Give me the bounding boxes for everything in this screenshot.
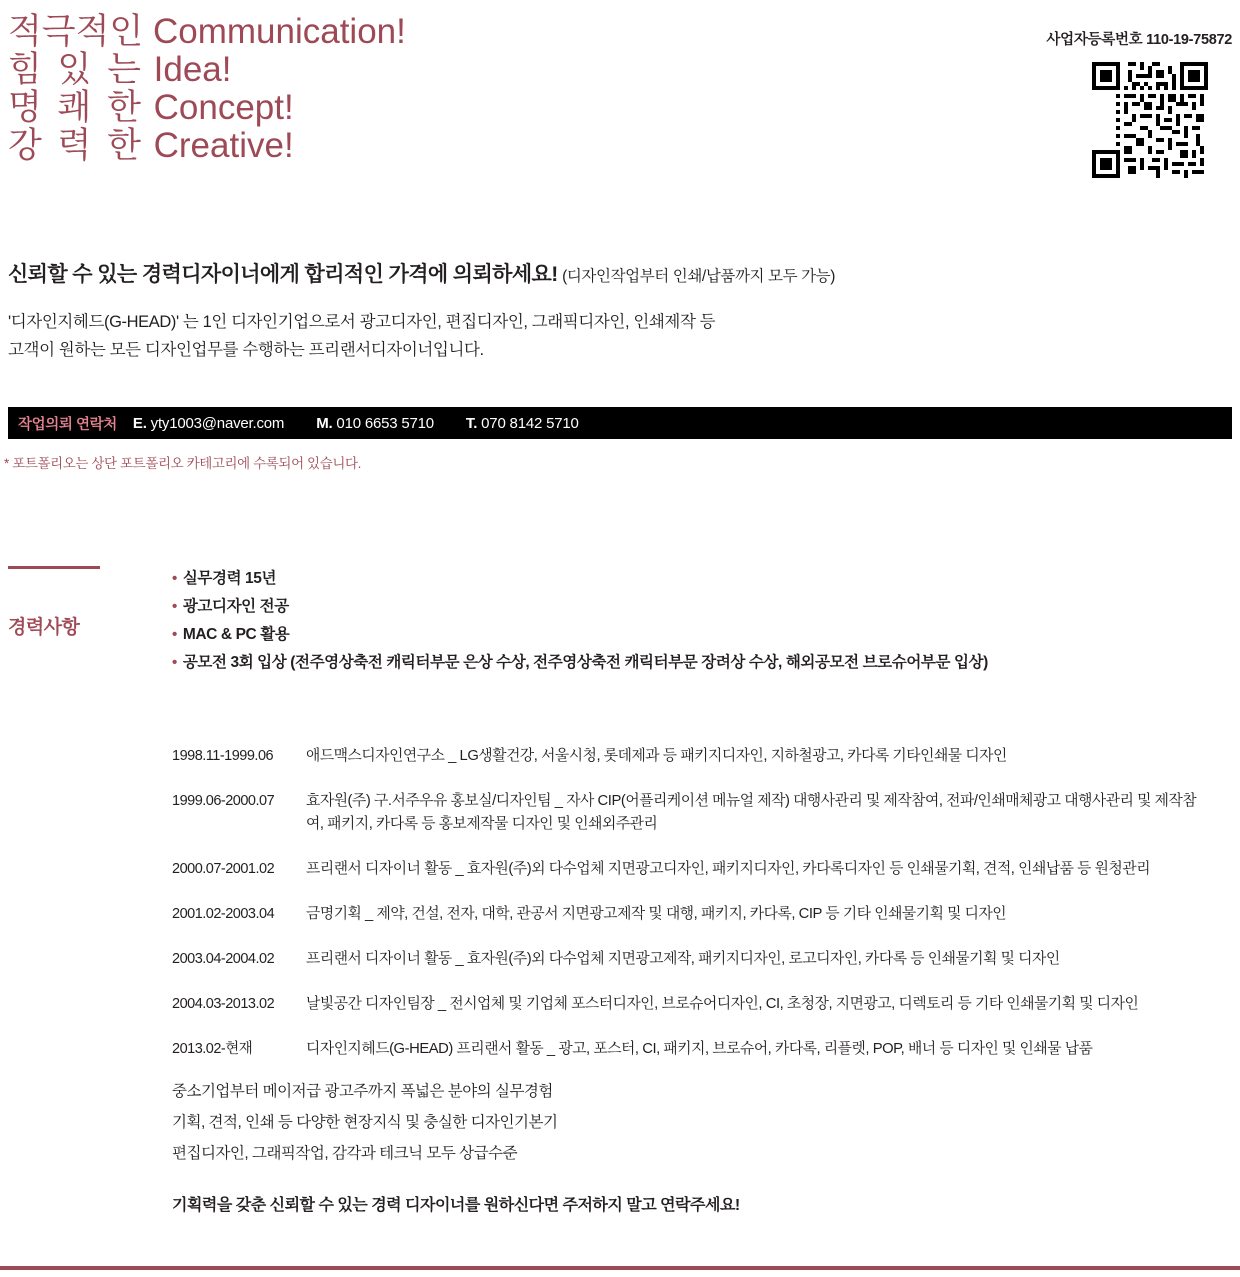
history-detail: 프리랜서 디자이너 활동 _ 효자원(주)외 다수업체 지면광고제작, 패키지디자인, 로고디자인, 카다록 등 인쇄물기획 및 디자인 [306,951,1060,967]
history-row [172,858,1212,881]
contact-tel-label: T. [465,414,478,432]
contact-bar-items [133,415,607,432]
contact-mobile-label: M. [316,414,333,432]
contact-email-value: yty1003@naver.com [150,414,285,432]
history-period: 2001.02-2003.04 [172,906,275,922]
history-row [172,948,1212,971]
history-detail: 금명기획 _ 제약, 건설, 전자, 대학, 관공서 지면광고제작 및 대행, 패키지, 카다록, CIP 등 기타 인쇄물기획 및 디자인 [306,906,1007,922]
headline-line-1-ko: 적극적인 [8,12,144,51]
history-period: 2013.02-현재 [172,1041,253,1057]
history-period: 2004.03-2013.02 [172,996,275,1012]
career-divider [8,566,100,569]
contact-mobile[interactable] [316,415,448,432]
history-row [172,993,1212,1016]
career-bullet: • 공모전 3회 입상 (전주영상축전 캐릭터부문 은상 수상, 전주영상축전 캐릭터부문 장려상 수상, 해외공모전 브로슈어부문 입상) [172,649,988,677]
headline-line-2 [8,52,708,88]
summary-line: 편집디자인, 그래픽작업, 감각과 테크닉 모두 상급수준 [172,1145,518,1162]
career-bullet: • 광고디자인 전공 [172,593,988,621]
contact-mobile-value: 010 6653 5710 [336,414,434,432]
contact-bar-tag: 작업의뢰 연락처 [18,416,117,433]
headline-line-4-en: Creative! [153,126,294,165]
history-row [172,745,1212,768]
intro-lead-strong: 신뢰할 수 있는 경력디자이너에게 합리적인 가격에 의뢰하세요! [8,263,558,286]
intro-body-line-2: 고객이 원하는 모든 디자인업무를 수행하는 프리랜서디자이너입니다. [8,341,484,359]
qr-code-icon [1092,62,1208,178]
headline-line-3 [8,90,708,126]
contact-tel-value: 070 8142 5710 [481,414,579,432]
history-detail: 디자인지헤드(G-HEAD) 프리랜서 활동 _ 광고, 포스터, CI, 패키지, 브로슈어, 카다록, 리플렛, POP, 배너 등 디자인 및 인쇄물 납품 [306,1041,1093,1057]
intro-body-line-1: '디자인지헤드(G-HEAD)' 는 1인 디자인기업으로서 광고디자인, 편집디자인, 그래픽디자인, 인쇄제작 등 [8,313,716,331]
portfolio-note: * 포트폴리오는 상단 포트폴리오 카테고리에 수록되어 있습니다. [4,456,361,471]
history-row [172,903,1212,926]
headline-line-4-ko: 강 력 한 [8,126,144,165]
history-row [172,1038,1212,1061]
career-history-list [172,745,1212,1083]
summary-line: 중소기업부터 메이저급 광고주까지 폭넓은 분야의 실무경험 [172,1083,553,1100]
intro-lead-sub: (디자인작업부터 인쇄/납품까지 모두 가능) [562,268,835,285]
headline-line-2-ko: 힘 있 는 [8,50,144,89]
career-section-title: 경력사항 [8,617,80,638]
headline-line-3-en: Concept! [153,88,294,127]
history-period: 2000.07-2001.02 [172,861,275,877]
headline-line-3-ko: 명 쾌 한 [8,88,144,127]
history-period: 1998.11-1999.06 [172,748,274,764]
intro-body [8,308,715,364]
history-detail: 날빛공간 디자인팀장 _ 전시업체 및 기업체 포스터디자인, 브로슈어디자인, CI, 초청장, 지면광고, 디렉토리 등 기타 인쇄물기획 및 디자인 [306,996,1139,1012]
closing-message: 기획력을 갖춘 신뢰할 수 있는 경력 디자이너를 원하신다면 주저하지 말고 연락주세요! [172,1197,740,1214]
headline-block [8,14,708,166]
career-bullets [172,565,988,677]
headline-line-2-en: Idea! [153,50,232,89]
headline-line-4 [8,128,708,164]
headline-line-1-en: Communication! [152,12,406,51]
contact-bar [8,407,1232,439]
bottom-divider [0,1266,1240,1270]
history-detail: 프리랜서 디자이너 활동 _ 효자원(주)외 다수업체 지면광고디자인, 패키지디자인, 카다록디자인 등 인쇄물기획, 견적, 인쇄납품 등 원청관리 [306,861,1151,877]
history-row [172,790,1212,836]
history-detail: 애드맥스디자인연구소 _ LG생활건강, 서울시청, 롯데제과 등 패키지디자인, 지하철광고, 카다록 기타인쇄물 디자인 [306,748,1007,764]
contact-email[interactable] [133,415,298,432]
career-bullet: • 실무경력 15년 [172,565,988,593]
history-period: 1999.06-2000.07 [172,793,275,809]
career-bullet: • MAC & PC 활용 [172,621,988,649]
business-registration-number: 사업자등록번호 110-19-75872 [1046,32,1232,48]
history-period: 2003.04-2004.02 [172,951,275,967]
career-summary [172,1076,557,1169]
intro-lead [8,258,835,288]
contact-email-label: E. [132,414,147,432]
headline-line-1 [8,14,708,50]
history-detail: 효자원(주) 구.서주우유 홍보실/디자인팀 _ 자사 CIP(어플리케이션 메뉴얼 제작) 대행사관리 및 제작참여, 전파/인쇄매체광고 대행사관리 및 제작참여, 패키지, 카다록 등 홍보제작물 디자인 및 인쇄외주관리 [306,793,1197,832]
summary-line: 기획, 견적, 인쇄 등 다양한 현장지식 및 충실한 디자인기본기 [172,1114,558,1131]
contact-tel[interactable] [466,415,593,432]
